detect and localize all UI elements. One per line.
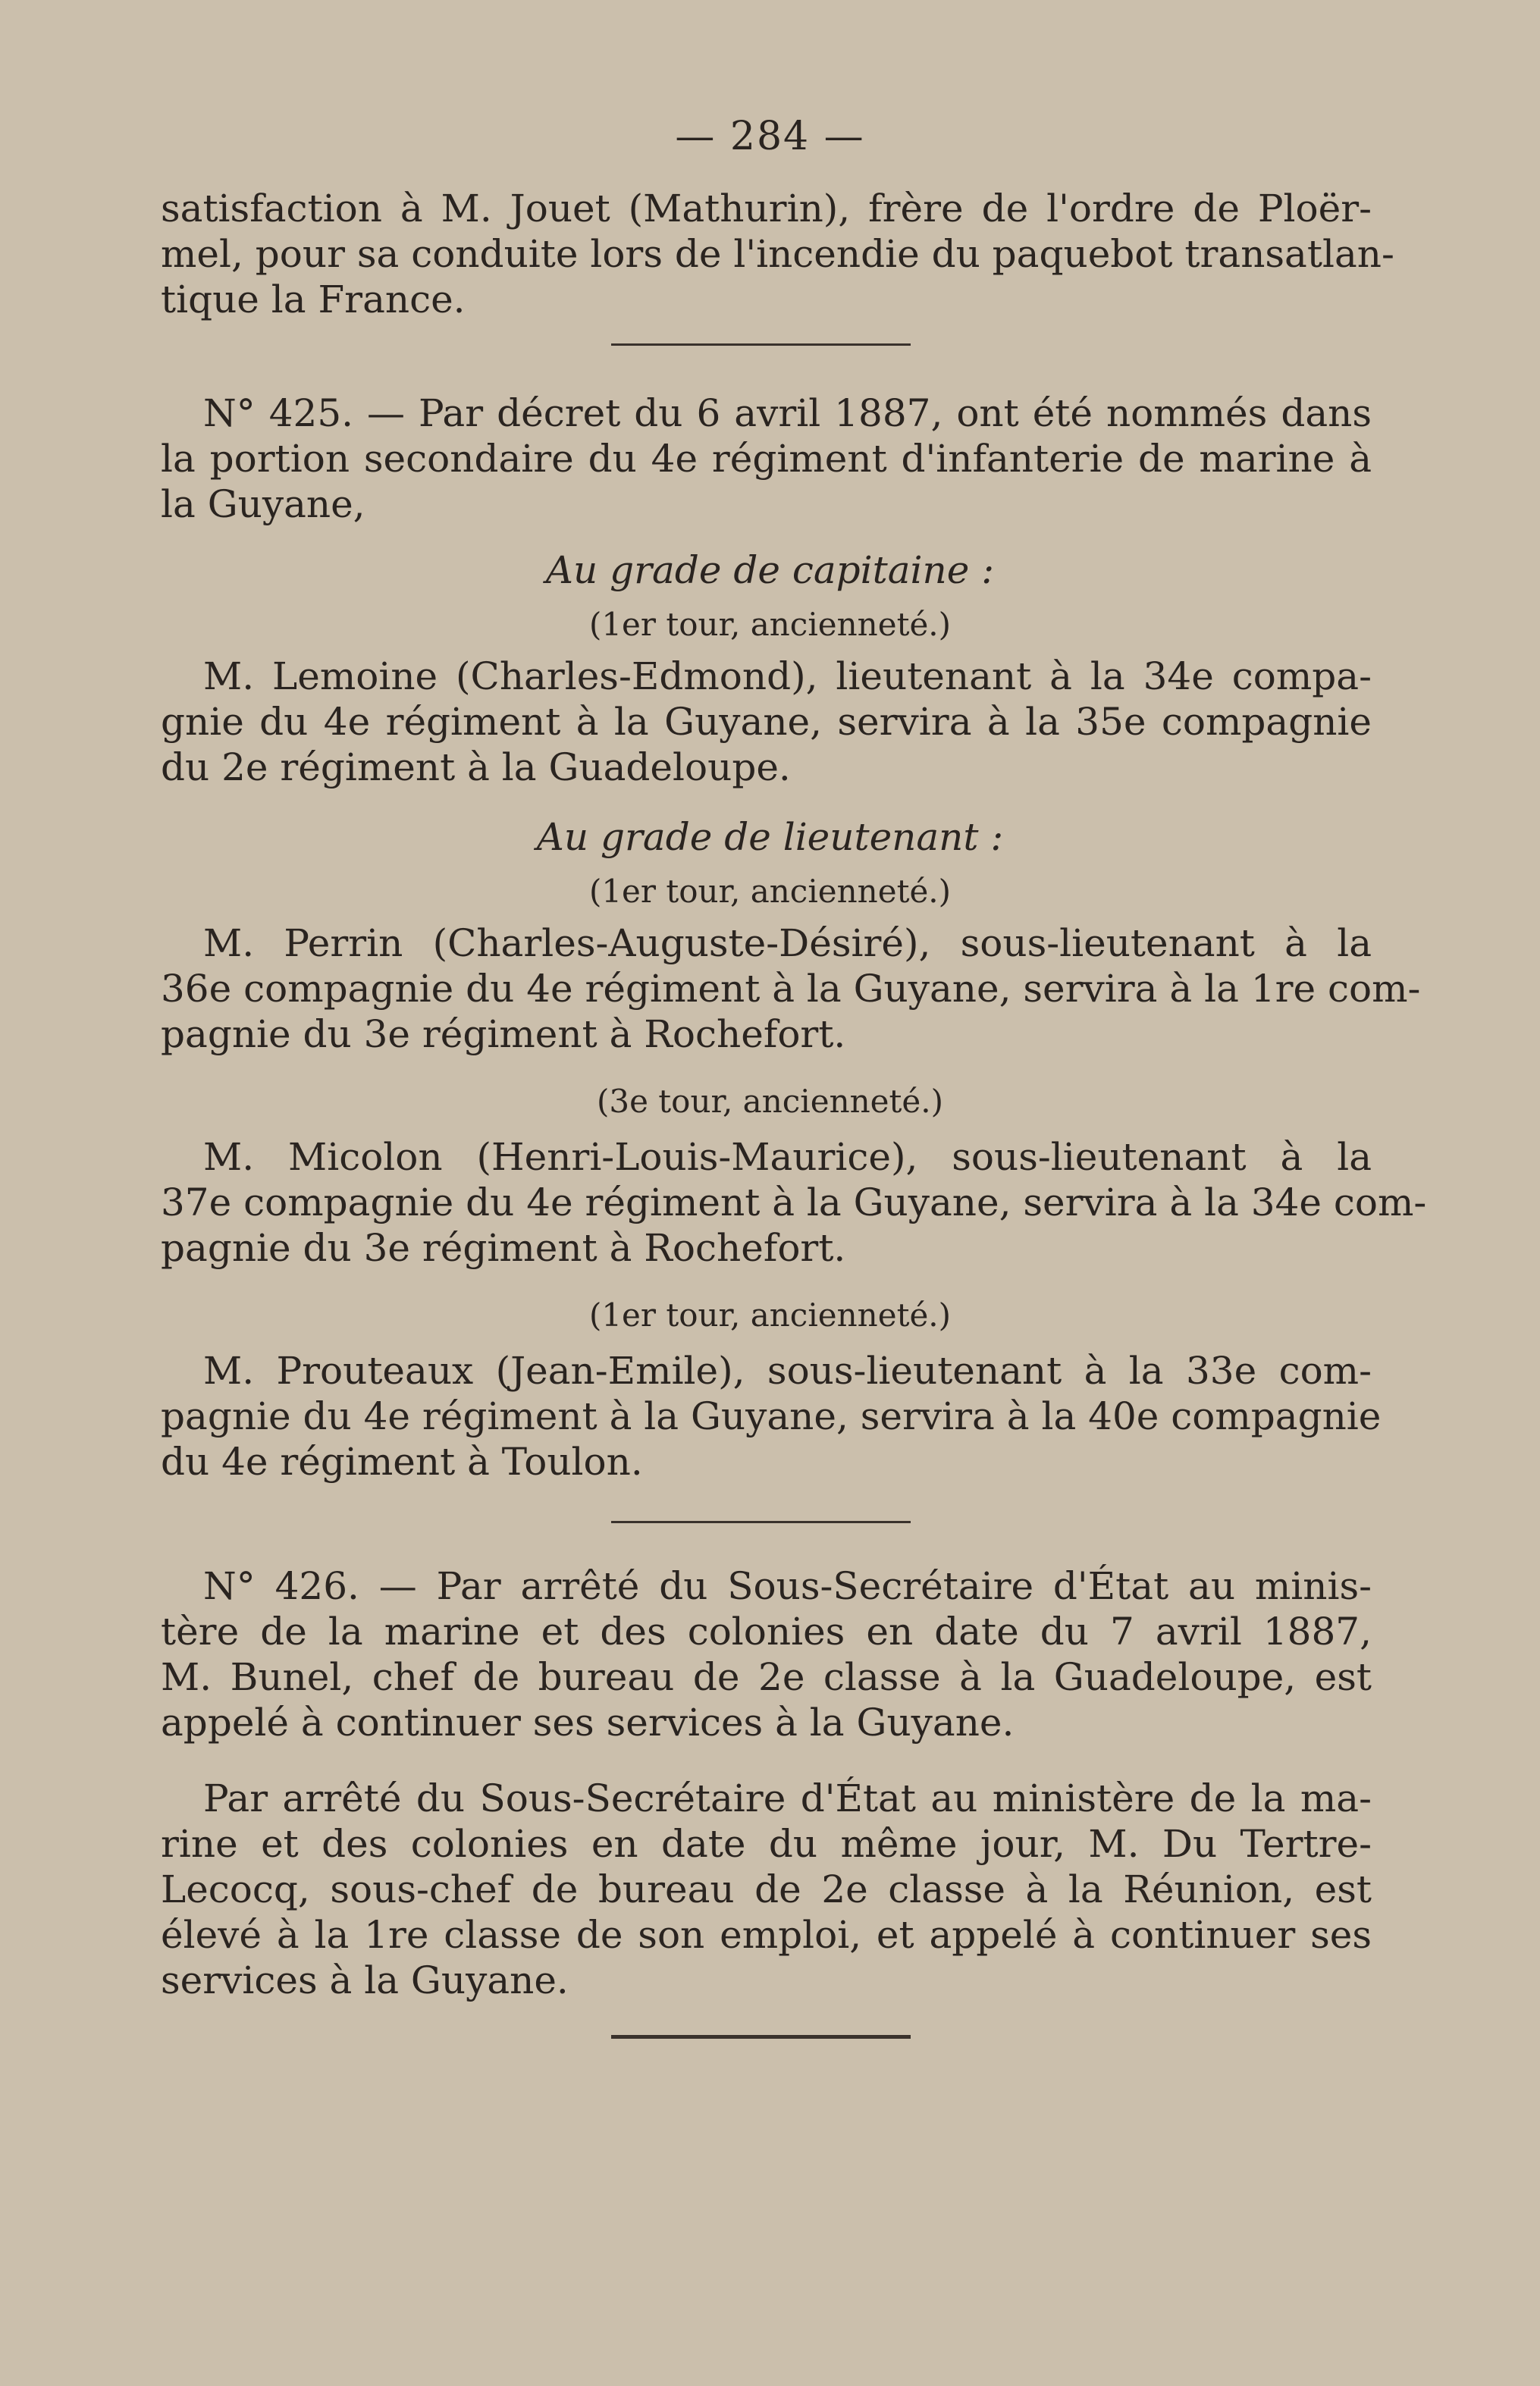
text-line: tère de la marine et des colonies en date du 7 avril 1887,	[161, 1610, 1372, 1654]
text-line: pagnie du 3e régiment à Rochefort.	[161, 1226, 846, 1270]
text-line: pagnie du 4e régiment à la Guyane, servira à la 40e compagnie	[161, 1394, 1382, 1438]
text-line: 37e compagnie du 4e régiment à la Guyane, servira à la 34e com-	[161, 1180, 1427, 1224]
rank-note: (1er tour, ancienneté.)	[588, 873, 952, 910]
text-line: M. Micolon (Henri-Louis-Maurice), sous-lieutenant à la	[203, 1135, 1372, 1179]
text-line: tique la France.	[161, 277, 466, 321]
text-line: Lecocq, sous-chef de bureau de 2e classe à la Réunion, est	[161, 1867, 1372, 1911]
text-line: N° 425. — Par décret du 6 avril 1887, ont été nommés dans	[203, 391, 1372, 435]
section-divider	[611, 343, 911, 346]
rank-note: (1er tour, ancienneté.)	[588, 606, 952, 643]
rank-note: (3e tour, ancienneté.)	[596, 1083, 944, 1120]
text-line: rine et des colonies en date du même jour, M. Du Tertre-	[161, 1822, 1372, 1866]
text-line: du 4e régiment à Toulon.	[161, 1440, 643, 1484]
section-heading: Au grade de lieutenant :	[536, 815, 1004, 859]
text-line: gnie du 4e régiment à la Guyane, servira à la 35e compagnie	[161, 700, 1372, 744]
text-line: M. Perrin (Charles-Auguste-Désiré), sous-lieutenant à la	[203, 921, 1372, 965]
text-line: M. Lemoine (Charles-Edmond), lieutenant à la 34e compa-	[203, 654, 1372, 698]
text-line: la portion secondaire du 4e régiment d'infanterie de marine à	[161, 437, 1372, 481]
text-line: satisfaction à M. Jouet (Mathurin), frère de l'ordre de Ploër-	[161, 187, 1372, 230]
text-line: M. Bunel, chef de bureau de 2e classe à la Guadeloupe, est	[161, 1655, 1372, 1699]
text-line: services à la Guyane.	[161, 1958, 569, 2002]
text-line: pagnie du 3e régiment à Rochefort.	[161, 1012, 846, 1056]
text-line: la Guyane,	[161, 482, 365, 526]
text-line: élevé à la 1re classe de son emploi, et appelé à continuer ses	[161, 1913, 1372, 1957]
page-number: — 284 —	[675, 114, 865, 159]
text-line: mel, pour sa conduite lors de l'incendie du paquebot transatlan-	[161, 232, 1394, 276]
text-line: N° 426. — Par arrêté du Sous-Secrétaire d'État au minis-	[203, 1564, 1372, 1608]
text-line: du 2e régiment à la Guadeloupe.	[161, 745, 791, 789]
section-divider	[611, 1521, 911, 1523]
end-divider	[611, 2035, 911, 2039]
text-line: M. Prouteaux (Jean-Emile), sous-lieutenant à la 33e com-	[203, 1349, 1372, 1393]
text-line: Par arrêté du Sous-Secrétaire d'État au ministère de la ma-	[203, 1776, 1372, 1820]
text-line: appelé à continuer ses services à la Guyane.	[161, 1701, 1015, 1745]
section-heading: Au grade de capitaine :	[545, 548, 995, 592]
rank-note: (1er tour, ancienneté.)	[588, 1296, 952, 1334]
text-line: 36e compagnie du 4e régiment à la Guyane, servira à la 1re com-	[161, 967, 1421, 1011]
